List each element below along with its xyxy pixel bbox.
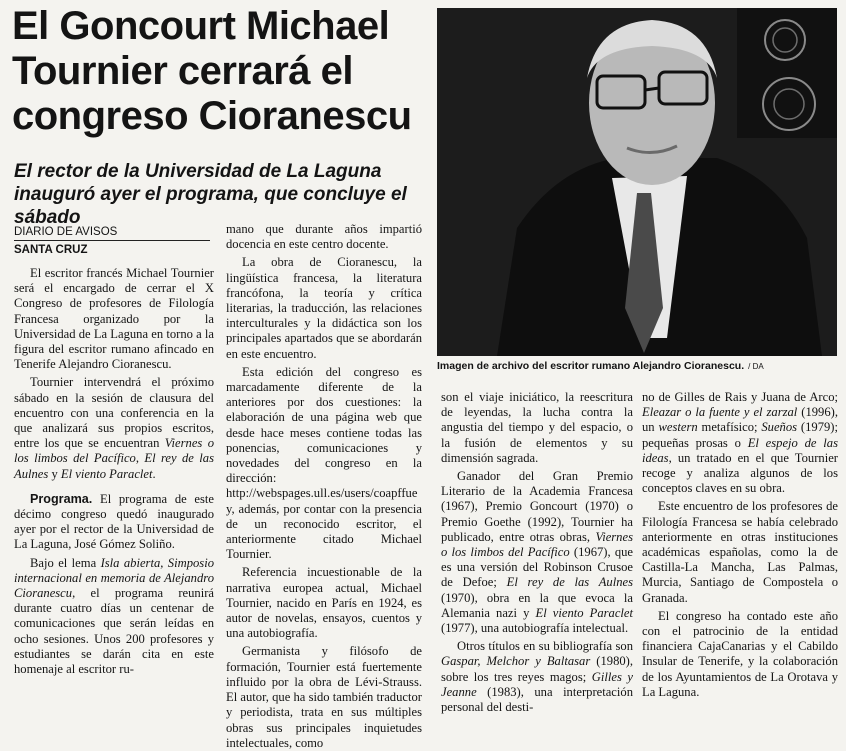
book-title: Eleazar o la fuente y el zarzal: [642, 405, 798, 420]
portrait-image: [437, 8, 837, 356]
text-run: (1996), un: [642, 405, 838, 435]
paragraph: mano que durante años impartió docencia en este centro docente.: [226, 222, 422, 252]
text-run: no de Gilles de Rais y Juana de Arco;: [642, 390, 838, 404]
text-run: (1970), obra en la que evoca la Alemania nazi y: [441, 590, 633, 620]
book-title: El espejo de las ideas: [642, 435, 838, 465]
book-title: Viernes o los limbos del Pacífico: [441, 529, 633, 560]
paragraph: Germanista y filósofo de formación, Tournier está fuertemente influido por la obra de Lévi-Strauss. El autor, que ha sido también traductor y periodista, trata en sus múltiples obras sus principales inquietudes intelectuales, como: [226, 644, 422, 750]
paragraph: El congreso ha contado este año con el patrocinio de la entidad financiera CajaCanarias y el Cabildo Insular de Tenerife, y la colaboración de los Ayuntamientos de La Orotava y La Laguna.: [642, 608, 838, 699]
subheadline: El rector de la Universidad de La Laguna inauguró ayer el programa, que concluye el sábado: [14, 161, 407, 228]
column-1: [14, 266, 214, 677]
book-title: Sueños: [761, 420, 798, 435]
paragraph: [441, 469, 633, 636]
text-run: (1967), que es una versión del Robinson Crusoe de Defoe;: [441, 545, 634, 590]
photo-caption: [437, 359, 837, 374]
byline-rule: [14, 240, 210, 241]
paragraph: [14, 375, 214, 481]
book-title: El rey de las Aulnes: [14, 451, 214, 481]
text-run: , el programa reunirá durante cuatro días un centenar de comunicaciones que serán leídas en ocho sesiones. Unos 200 profesores y estudiantes se darán cita en este homenaje al escritor ru-: [14, 586, 214, 677]
headline: El Goncourt Michael Tournier cerrará el congreso Cioranescu: [12, 4, 412, 138]
paragraph: Este encuentro de los profesores de Filología Francesa se había celebrado anteriormente en otras instituciones académicas españolas, como la de Castilla-La Mancha, Las Palmas, Murcia, Santiago de Compostela o Granada.: [642, 499, 838, 605]
caption-text: Imagen de archivo del escritor rumano Alejandro Cioranescu.: [437, 360, 745, 372]
paragraph: [14, 492, 214, 553]
section-lead: Programa.: [30, 491, 93, 506]
text-run: Bajo el lema: [30, 555, 97, 570]
column-4: [642, 390, 838, 700]
photo-credit: / DA: [748, 362, 764, 371]
paragraph: El escritor francés Michael Tournier será el encargado de cerrar el X Congreso de profesores de Filología Francesa organizado por la Universidad de La Laguna en torno a la figura del escritor rumano afincado en Tenerife Alejandro Cioranescu.: [14, 266, 214, 372]
text-run: .: [152, 466, 156, 481]
text-run: (1979); pequeñas prosas o: [642, 420, 838, 450]
paragraph: Esta edición del congreso es marcadamente diferente de la anteriores por dos cuestiones: la elaboración de una página web que desde hace meses contiene todas las ponencias, comunicaciones y novedades del congreso en la dirección: http://webspages.ull.es/users/coapffue y, además, por contar con la presencia de un reconocido escritor, el anteriormente citado Michael Tournier.: [226, 364, 422, 562]
book-title: El rey de las Aulnes: [506, 575, 633, 590]
byline: [14, 225, 210, 257]
paragraph: [642, 390, 838, 496]
genre-term: western: [658, 420, 698, 435]
text-run: Otros títulos en su bibliografía son: [457, 639, 633, 654]
paragraph: Referencia incuestionable de la narrativa europea actual, Michael Tournier, nacido en París en 1924, es autor de novelas, ensayos, cuentos y una autobiografía.: [226, 565, 422, 641]
column-3: [441, 390, 633, 715]
event-title: Isla abierta, Simposio internacional en memoria de Alejandro Cioranescu: [14, 555, 214, 601]
column-2: [226, 222, 422, 751]
paragraph: La obra de Cioranescu, la lingüística francesa, la literatura francófona, la teoría y crítica literarias, la traducción, las relaciones interculturales y la didáctica son los principales apartados que se abordarán en este encuentro.: [226, 255, 422, 361]
book-title: El viento Paraclet: [535, 605, 633, 620]
book-title: Gilles y Jeanne: [441, 669, 634, 699]
book-title: Viernes o los limbos del Pacífico: [14, 436, 215, 466]
text-run: y: [51, 466, 58, 481]
source-name: DIARIO DE AVISOS: [14, 226, 118, 238]
text-run: El programa de este décimo congreso quedó inaugurado ayer por el rector de la Universidad de La Laguna, José Gómez Soliño.: [14, 491, 214, 552]
paragraph: [441, 639, 633, 715]
text-run: Tournier intervendrá el próximo sábado en la sesión de clausura del encuentro con una conferencia en la que analizará sus propios escritos, entre los que se encuentran: [14, 375, 214, 451]
text-run: ,: [135, 451, 139, 466]
text-run: (1980), sobre los tres reyes magos;: [441, 654, 634, 684]
paragraph: [14, 556, 214, 678]
book-title: El viento Paraclet: [60, 466, 153, 481]
paragraph: son el viaje iniciático, la reescritura de leyendas, la lucha contra la angustia del tiempo y del espacio, o la fusión de elementos y su dimensión sagrada.: [441, 390, 633, 465]
text-run: (1977), una autobiografía intelectual.: [441, 621, 629, 636]
book-title: Gaspar, Melchor y Baltasar: [441, 654, 591, 669]
text-run: (1983), una interpretación personal del desti-: [441, 684, 633, 715]
portrait-photo: [437, 8, 837, 356]
text-run: Ganador del Gran Premio Literario de la Academia Francesa (1967), Premio Goncourt (1970) o Premio Goethe (1992), Tournier ha publicado, entre otras obras,: [441, 469, 633, 544]
text-run: metafísico;: [701, 420, 758, 435]
text-run: , un tratado en el que Tournier recoge y analiza algunos de los conceptos claves en su obra.: [642, 450, 838, 496]
dateline-place: SANTA CRUZ: [14, 244, 88, 256]
